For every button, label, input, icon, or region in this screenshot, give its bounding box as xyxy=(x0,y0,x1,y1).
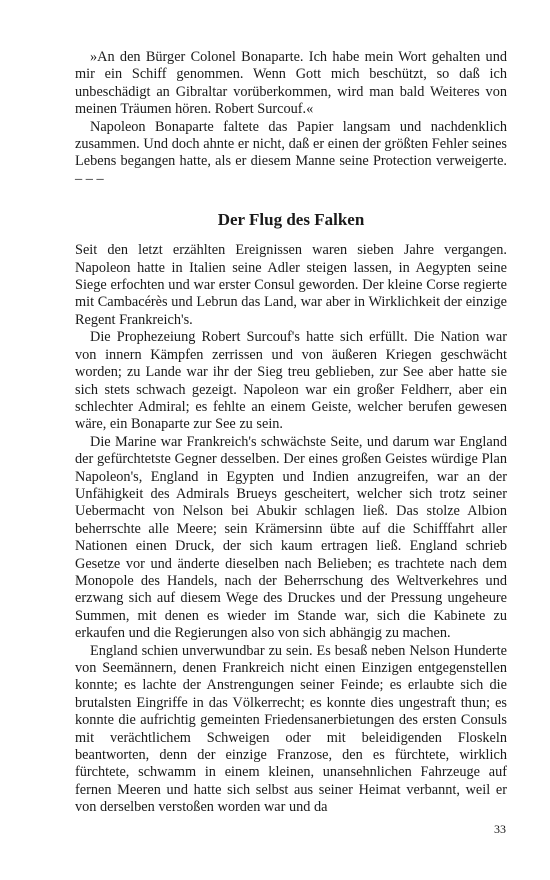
body-paragraph: Die Prophezeiung Robert Surcouf's hatte sich erfüllt. Die Nation war von innern Kämpfen zerrissen und von äußeren Kriegen geschwächt worden; zu Lande war ihr der Sieg treu geblieben, zur See aber hatte sie sich stets schwach gezeigt. Napoleon war ein großer Feldherr, aber ein schlechter Admiral; es fehlte an einem Geiste, welcher berufen gewesen wäre, ein Bonaparte zur See zu sein. xyxy=(75,329,507,433)
body-paragraph: England schien unverwundbar zu sein. Es besaß neben Nelson Hunderte von Seemännern, denen Frankreich nicht einen Einzigen entgegenstellen konnte; es lachte der Anstrengungen seiner Feinde; es erlaubte sich die brutalsten Eingriffe in das Völkerrecht; es konnte dies ungestraft thun; es konnte die aufrichtig gemeinten Friedensanerbietungen des ersten Consuls mit verächtlichem Schweigen oder mit beleidigenden Floskeln beantworten, denn der einzige Franzose, den es fürchtete, wirklich fürchtete, schwamm in einem kleinen, unansehnlichen Fahrzeuge auf fernen Meeren und hatte sich selbst aus seiner Heimat verbannt, weil er von derselben verstoßen worden war und da xyxy=(75,642,507,816)
text-block xyxy=(75,49,507,817)
body-paragraph: Seit den letzt erzählten Ereignissen waren sieben Jahre vergangen. Napoleon hatte in Italien seine Adler steigen lassen, in Aegypten seine Siege erfochten und war erster Consul geworden. Der kleine Corse regierte mit Cambacérès und Lebrun das Land, war aber in Wirklichkeit der einzige Regent Frankreich's. xyxy=(75,242,507,328)
page-number: 33 xyxy=(494,822,506,836)
body-paragraph: Napoleon Bonaparte faltete das Papier langsam und nachdenklich zusammen. Und doch ahnte er nicht, daß er einen der größten Fehler seines Lebens begangen hatte, als er diesem Manne seine Protection verweigerte. – – – xyxy=(75,118,507,187)
chapter-title: Der Flug des Falken xyxy=(217,210,365,230)
letter-paragraph: »An den Bürger Colonel Bonaparte. Ich habe mein Wort gehalten und mir ein Schiff genommen. Wenn Gott mich beschützt, so daß ich unbeschädigt an Gibraltar vorüberkommen, wird man bald Weiteres von meinen Träumen hören. Robert Surcouf.« xyxy=(75,49,507,118)
body-paragraph: Die Marine war Frankreich's schwächste Seite, und darum war England der gefürchtetste Gegner desselben. Der eines großen Geistes würdige Plan Napoleon's, England in Egypten und Indien anzugreifen, war an der Unfähigkeit des Admirals Brueys gescheitert, welcher sich trotz seiner Uebermacht von Nelson bei Abukir schlagen ließ. Das stolze Albion beherrschte alle Meere; sein Krämersinn übte auf die Schifffahrt aller Nationen einen Druck, der sich kaum ertragen ließ. England schrieb Gesetze vor und änderte dieselben nach Belieben; es trachtete nach dem Monopole des Handels, nach der Beherrschung des Weltverkehres und erzwang sich auf diesem Wege des Druckes und der Pressung ungeheure Summen, mit denen es wieder im Stande war, sich die Kabinete zu erkaufen und die Regierungen also von sich abhängig zu machen. xyxy=(75,433,507,642)
